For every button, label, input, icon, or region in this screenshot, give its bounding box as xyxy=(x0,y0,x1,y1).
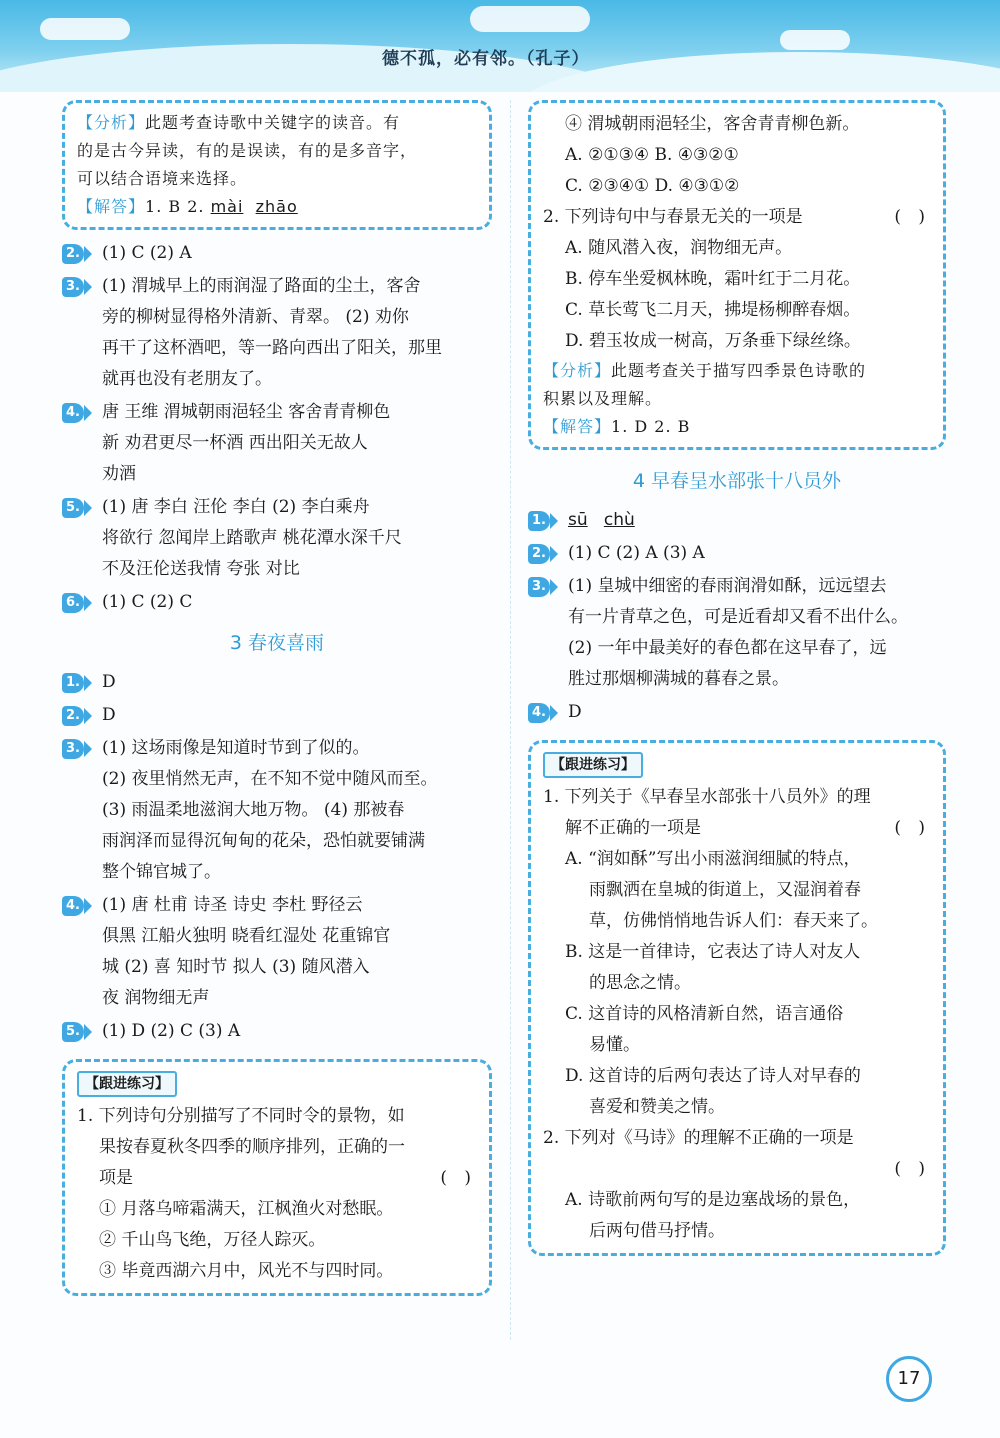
answer-line: 再干了这杯酒吧，等一路向西出了阳关，那里 xyxy=(102,338,442,358)
cloud-decoration xyxy=(40,18,130,40)
question-line: 解不正确的一项是 xyxy=(565,818,701,838)
answer-line: 整个锦官城了。 xyxy=(102,862,221,882)
option-line: ③ 毕竟西湖六月中，风光不与四时同。 xyxy=(99,1261,394,1281)
answer-line: 劝酒 xyxy=(102,464,136,484)
answer-line: (3) 雨温柔地滋润大地万物。 (4) 那被春 xyxy=(102,800,405,820)
answer-text: 1. B 2. xyxy=(145,197,205,216)
pinyin-answer: mài xyxy=(210,197,244,216)
analysis-line: 此题考查关于描写四季景色诗歌的 xyxy=(611,361,867,380)
question-line: 果按春夏秋冬四季的顺序排列，正确的一 xyxy=(99,1137,405,1157)
item-number-badge: 4. xyxy=(528,703,550,723)
answer-text: 1. D 2. B xyxy=(611,417,691,436)
option-line: A. 诗歌前两句写的是边塞战场的景色， xyxy=(565,1190,861,1210)
option-line: C. 这首诗的风格清新自然，语言通俗 xyxy=(565,1004,844,1024)
item-number-badge: 5. xyxy=(62,498,84,518)
cloud-decoration xyxy=(470,6,590,32)
item-number-badge: 5. xyxy=(62,1022,84,1042)
item-number-badge: 6. xyxy=(62,593,84,613)
option-line: 草，仿佛悄悄地告诉人们：春天来了。 xyxy=(589,911,878,931)
answer-line: 新 劝君更尽一杯酒 西出阳关无故人 xyxy=(102,433,368,453)
answer-item xyxy=(62,238,492,269)
item-number-badge: 2. xyxy=(62,706,84,726)
answer-item xyxy=(528,571,946,695)
answer-item xyxy=(528,697,946,728)
answer-tag: 【解答】 xyxy=(77,197,146,216)
answer-line: 将欲行 忽闻岸上踏歌声 桃花潭水深千尺 xyxy=(102,528,402,548)
answer-blank: ( ) xyxy=(894,1159,931,1179)
answer-line: 夜 润物细无声 xyxy=(102,988,210,1008)
answer-item xyxy=(62,397,492,490)
question-line: 项是 xyxy=(99,1168,133,1188)
item-number-badge: 3. xyxy=(528,577,550,597)
item-number-badge: 3. xyxy=(62,739,84,759)
item-number-badge: 4. xyxy=(62,403,84,423)
item-number-badge: 2. xyxy=(528,544,550,564)
answer-line: 就再也没有老朋友了。 xyxy=(102,369,272,389)
option-line: 后两句借马抒情。 xyxy=(589,1221,725,1241)
option-line: ② 千山鸟飞绝，万径人踪灭。 xyxy=(99,1230,326,1250)
answer-line: (1) 唐 杜甫 诗圣 诗史 李杜 野径云 xyxy=(102,895,363,915)
analysis-line: 此题考查诗歌中关键字的读音。有 xyxy=(145,113,401,132)
answer-line: 雨润泽而显得沉甸甸的花朵，恐怕就要铺满 xyxy=(102,831,425,851)
choice-line: C. ②③④① D. ④③①② xyxy=(565,176,740,196)
page-motto: 德不孤，必有邻。（孔子） xyxy=(382,49,590,69)
section-title: 4 早春呈水部张十八员外 xyxy=(632,470,842,492)
answer-line: 不及汪伦送我情 夸张 对比 xyxy=(102,559,300,579)
analysis-line: 可以结合语境来选择。 xyxy=(77,169,248,188)
question-line: 2. 下列对《马诗》的理解不正确的一项是 xyxy=(543,1128,854,1148)
option-line: 的思念之情。 xyxy=(589,973,691,993)
answer-item xyxy=(62,1016,492,1047)
pinyin-answer: chù xyxy=(603,510,635,530)
choice-line: B. 停车坐爱枫林晚，霜叶红于二月花。 xyxy=(565,269,861,289)
section-title: 3 春夜喜雨 xyxy=(229,632,325,654)
item-number-badge: 2. xyxy=(62,244,84,264)
answer-item xyxy=(528,505,946,536)
answer-line: (2) 夜里悄然无声，在不知不觉中随风而至。 xyxy=(102,769,438,789)
option-line: ① 月落乌啼霜满天，江枫渔火对愁眠。 xyxy=(99,1199,394,1219)
answer-line: 唐 王维 渭城朝雨浥轻尘 客舍青青柳色 xyxy=(102,402,391,422)
option-line: B. 这是一首律诗，它表达了诗人对友人 xyxy=(565,942,861,962)
pinyin-answer: zhāo xyxy=(255,197,298,216)
option-line: 喜爱和赞美之情。 xyxy=(589,1097,725,1117)
analysis-tag: 【分析】 xyxy=(543,361,612,380)
cloud-decoration xyxy=(780,30,850,50)
answer-blank: ( ) xyxy=(894,818,931,838)
answer-line: (1) C (2) A xyxy=(102,243,192,263)
answer-item xyxy=(62,890,492,1014)
answer-item xyxy=(62,271,492,395)
answer-line: (1) D (2) C (3) A xyxy=(102,1021,241,1041)
choice-line: A. 随风潜入夜，润物细无声。 xyxy=(565,238,793,258)
item-number-badge: 1. xyxy=(62,673,84,693)
answer-line: 有一片青草之色，可是近看却又看不出什么。 xyxy=(568,607,908,627)
column-divider xyxy=(510,100,511,1340)
banner-hill xyxy=(520,52,1000,92)
answer-line: D xyxy=(102,705,116,725)
analysis-tag: 【分析】 xyxy=(77,113,146,132)
answer-item xyxy=(528,538,946,569)
answer-blank: ( ) xyxy=(894,207,931,227)
answer-item xyxy=(62,700,492,731)
header-banner xyxy=(0,0,1000,92)
answer-line: 城 (2) 喜 知时节 拟人 (3) 随风潜入 xyxy=(102,957,370,977)
practice-box xyxy=(62,1059,492,1296)
option-line: 雨飘洒在皇城的街道上，又湿润着春 xyxy=(589,880,861,900)
analysis-box xyxy=(62,100,492,230)
page-number: 17 xyxy=(886,1356,932,1402)
answer-line: D xyxy=(568,702,582,722)
question-line: 2. 下列诗句中与春景无关的一项是 xyxy=(543,207,803,227)
answer-line: (1) C (2) C xyxy=(102,592,193,612)
item-number-badge: 1. xyxy=(528,511,550,531)
answer-line: (1) 皇城中细密的春雨润滑如酥，远远望去 xyxy=(568,576,887,596)
right-column xyxy=(528,100,946,1256)
option-line: A. “润如酥”写出小雨滋润细腻的特点， xyxy=(565,849,861,869)
answer-item xyxy=(62,733,492,888)
option-line: ④ 渭城朝雨浥轻尘，客舍青青柳色新。 xyxy=(565,114,860,134)
item-number-badge: 3. xyxy=(62,277,84,297)
choice-line: A. ②①③④ B. ④③②① xyxy=(565,145,739,165)
item-number-badge: 4. xyxy=(62,896,84,916)
answer-line: 旁的柳树显得格外清新、青翠。 (2) 劝你 xyxy=(102,307,409,327)
answer-line: D xyxy=(102,672,116,692)
pinyin-answer: sū xyxy=(568,510,588,530)
answer-line: (1) 这场雨像是知道时节到了似的。 xyxy=(102,738,370,758)
analysis-line: 积累以及理解。 xyxy=(543,389,663,408)
choice-line: C. 草长莺飞二月天，拂堤杨柳醉春烟。 xyxy=(565,300,861,320)
answer-tag: 【解答】 xyxy=(543,417,612,436)
practice-tag: 【跟进练习】 xyxy=(543,752,643,778)
answer-line: (1) C (2) A (3) A xyxy=(568,543,705,563)
answer-line: 胜过那烟柳满城的暮春之景。 xyxy=(568,669,789,689)
left-column xyxy=(62,100,492,1296)
answer-line: (1) 渭城早上的雨润湿了路面的尘土，客舍 xyxy=(102,276,421,296)
option-line: 易懂。 xyxy=(589,1035,640,1055)
answer-item xyxy=(62,587,492,618)
practice-tag: 【跟进练习】 xyxy=(77,1071,177,1097)
answer-line: 俱黑 江船火独明 晓看红湿处 花重锦官 xyxy=(102,926,391,946)
answer-item xyxy=(62,492,492,585)
answer-line: (2) 一年中最美好的春色都在这早春了，远 xyxy=(568,638,887,658)
practice-box-continued xyxy=(528,100,946,450)
answer-item xyxy=(62,667,492,698)
option-line: D. 这首诗的后两句表达了诗人对早春的 xyxy=(565,1066,861,1086)
analysis-line: 的是古今异读，有的是误读，有的是多音字， xyxy=(77,141,418,160)
answer-blank: ( ) xyxy=(440,1168,477,1188)
choice-line: D. 碧玉妆成一树高，万条垂下绿丝绦。 xyxy=(565,331,861,351)
question-line: 1. 下列诗句分别描写了不同时令的景物，如 xyxy=(77,1106,405,1126)
answer-line: (1) 唐 李白 汪伦 李白 (2) 李白乘舟 xyxy=(102,497,370,517)
question-line: 1. 下列关于《早春呈水部张十八员外》的理 xyxy=(543,787,871,807)
practice-box xyxy=(528,740,946,1256)
